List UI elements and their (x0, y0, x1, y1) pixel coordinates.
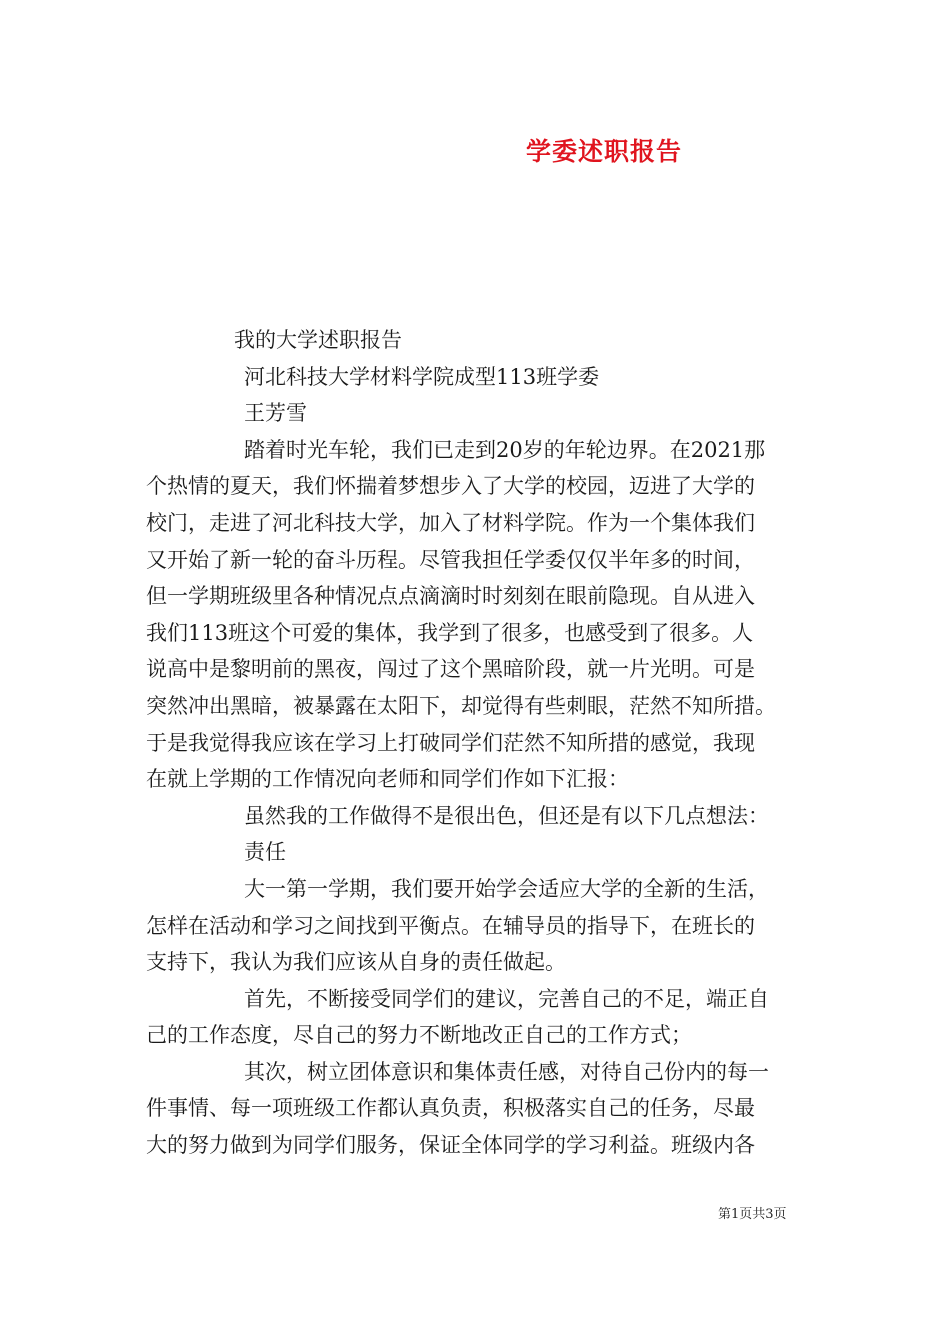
body-line: 大一第一学期，我们要开始学会适应大学的全新的生活， (244, 876, 769, 901)
document-title: 学委述职报告 (526, 137, 683, 166)
section-heading-responsibility: 责任 (244, 840, 286, 865)
body-line: 我们113班这个可爱的集体，我学到了很多，也感受到了很多。人 (146, 620, 754, 645)
author-name: 王芳雪 (244, 401, 307, 426)
body-line: 在就上学期的工作情况向老师和同学们作如下汇报： (146, 767, 629, 792)
body-line: 但一学期班级里各种情况点点滴滴时时刻刻在眼前隐现。自从进入 (146, 584, 755, 609)
body-line: 踏着时光车轮，我们已走到20岁的年轮边界。在2021那 (244, 437, 766, 462)
author-affiliation: 河北科技大学材料学院成型113班学委 (244, 364, 600, 389)
body-line: 虽然我的工作做得不是很出色，但还是有以下几点想法： (244, 803, 769, 828)
body-line: 支持下，我认为我们应该从自身的责任做起。 (146, 950, 566, 975)
body-line: 大的努力做到为同学们服务，保证全体同学的学习利益。班级内各 (146, 1133, 755, 1158)
body-line: 突然冲出黑暗，被暴露在太阳下，却觉得有些刺眼，茫然不知所措。 (146, 693, 776, 718)
body-line: 其次，树立团体意识和集体责任感，对待自己份内的每一 (244, 1059, 769, 1084)
body-line: 校门，走进了河北科技大学，加入了材料学院。作为一个集体我们 (146, 510, 755, 535)
body-line: 说高中是黎明前的黑夜，闯过了这个黑暗阶段，就一片光明。可是 (146, 657, 755, 682)
body-line: 件事情、每一项班级工作都认真负责，积极落实自己的任务，尽最 (146, 1096, 755, 1121)
page-number-footer: 第1页共3页 (718, 1207, 787, 1222)
body-line: 怎样在活动和学习之间找到平衡点。在辅导员的指导下，在班长的 (146, 913, 755, 938)
body-line: 首先，不断接受同学们的建议，完善自己的不足，端正自 (244, 986, 769, 1011)
body-line: 己的工作态度，尽自己的努力不断地改正自己的工作方式； (146, 1023, 692, 1048)
body-line: 又开始了新一轮的奋斗历程。尽管我担任学委仅仅半年多的时间， (146, 547, 755, 572)
report-heading: 我的大学述职报告 (234, 328, 402, 352)
body-line: 个热情的夏天，我们怀揣着梦想步入了大学的校园，迈进了大学的 (146, 474, 755, 499)
body-line: 于是我觉得我应该在学习上打破同学们茫然不知所措的感觉，我现 (146, 730, 755, 755)
document-body (146, 322, 810, 1164)
